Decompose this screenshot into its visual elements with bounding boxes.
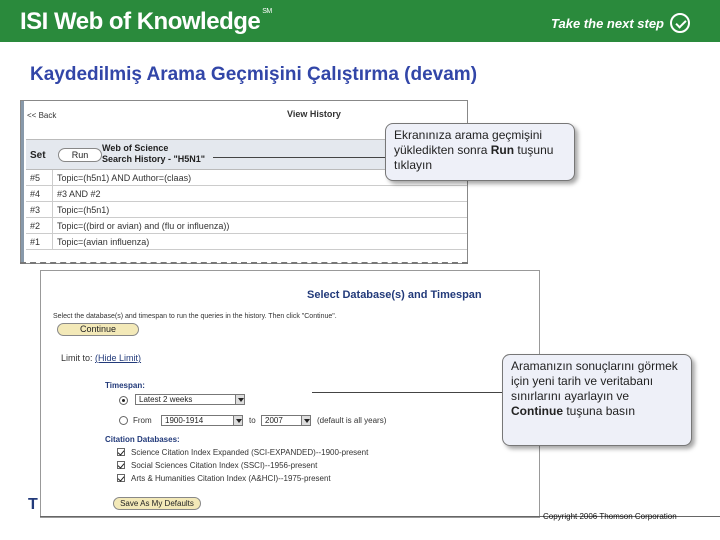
- sci-expanded-checkbox[interactable]: [117, 448, 125, 456]
- database-option: Arts & Humanities Citation Index (A&HCI)--1975-present: [131, 474, 331, 483]
- brand-name: ISI Web of Knowledge: [20, 8, 261, 35]
- set-number: #3: [30, 205, 41, 215]
- service-mark: SM: [262, 8, 272, 15]
- callout-text: tuşunu tıklayın: [394, 143, 554, 172]
- header-banner: [0, 0, 720, 42]
- panel-edge: [21, 101, 24, 264]
- slide-title: Kaydedilmiş Arama Geçmişini Çalıştırma (devam): [30, 64, 478, 85]
- citation-databases-label: Citation Databases:: [105, 435, 180, 444]
- from-value: 1900-1914: [165, 416, 204, 425]
- callout-text: Aramanızın sonuçlarını görmek için yeni tarih ve veritabanı sınırlarını ayarlayın ve: [511, 359, 678, 403]
- from-year-select[interactable]: [161, 415, 243, 426]
- brand-logo: [20, 8, 272, 36]
- select-database-panel: [40, 270, 540, 518]
- table-row: [26, 186, 468, 202]
- select-database-title: Select Database(s) and Timespan: [307, 289, 482, 301]
- from-label: From: [133, 416, 152, 425]
- chevron-down-icon: [235, 394, 245, 405]
- callout-pointer: [312, 392, 502, 393]
- set-number: #5: [30, 173, 41, 183]
- ahci-checkbox[interactable]: [117, 474, 125, 482]
- checkmark-circle-icon: [670, 13, 690, 33]
- thomson-logo: T: [28, 496, 38, 513]
- callout-run-instruction: [385, 123, 575, 181]
- to-label: to: [249, 416, 256, 425]
- to-year-select[interactable]: [261, 415, 311, 426]
- view-history-title: View History: [287, 109, 341, 119]
- copyright-text: Copyright 2006 Thomson Corporation: [543, 512, 677, 521]
- query-text: Topic=((bird or avian) and (flu or influenza)): [52, 218, 229, 234]
- continue-button[interactable]: Continue: [57, 323, 139, 336]
- set-number: #1: [30, 237, 41, 247]
- database-title: [102, 143, 205, 165]
- default-note: (default is all years): [317, 416, 387, 425]
- callout-emphasis: Run: [490, 143, 515, 157]
- callout-continue-instruction: [502, 354, 692, 446]
- back-link[interactable]: << Back: [27, 111, 57, 120]
- callout-text: tuşuna basın: [563, 404, 636, 418]
- set-number: #2: [30, 221, 41, 231]
- table-row: [26, 202, 468, 218]
- callout-pointer: [213, 157, 385, 158]
- table-row: [26, 234, 468, 250]
- save-as-defaults-button[interactable]: Save As My Defaults: [113, 497, 201, 510]
- timespan-label: Timespan:: [105, 381, 145, 390]
- callout-text: Ekranınıza arama geçmişini yükledikten sonra: [394, 128, 543, 157]
- query-text: Topic=(avian influenza): [52, 234, 149, 250]
- latest-radio[interactable]: [119, 396, 128, 405]
- chevron-down-icon: [301, 415, 311, 426]
- chevron-down-icon: [233, 415, 243, 426]
- to-value: 2007: [265, 416, 283, 425]
- database-name: Web of Science: [102, 143, 169, 153]
- limit-row: [61, 353, 141, 363]
- hide-limit-link[interactable]: (Hide Limit): [95, 353, 142, 363]
- latest-select[interactable]: [135, 394, 245, 405]
- latest-value: Latest 2 weeks: [139, 395, 193, 404]
- database-option: Science Citation Index Expanded (SCI-EXPANDED)--1900-present: [131, 448, 369, 457]
- table-row: [26, 218, 468, 234]
- limit-label: Limit to:: [61, 353, 93, 363]
- callout-emphasis: Continue: [511, 404, 563, 418]
- tagline: Take the next step: [551, 16, 664, 31]
- range-radio[interactable]: [119, 416, 128, 425]
- set-column-label: Set: [30, 150, 46, 161]
- ssci-checkbox[interactable]: [117, 461, 125, 469]
- history-name: Search History - "H5N1": [102, 154, 206, 164]
- instructions-text: Select the database(s) and timespan to run the queries in the history. Then click "Continue".: [53, 313, 337, 320]
- query-text: Topic=(h5n1): [52, 202, 109, 218]
- query-text: #3 AND #2: [52, 186, 101, 202]
- query-text: Topic=(h5n1) AND Author=(claas): [52, 170, 191, 186]
- torn-edge-divider: [20, 262, 468, 264]
- run-button[interactable]: Run: [58, 148, 102, 162]
- database-option: Social Sciences Citation Index (SSCI)--1956-present: [131, 461, 318, 470]
- set-number: #4: [30, 189, 41, 199]
